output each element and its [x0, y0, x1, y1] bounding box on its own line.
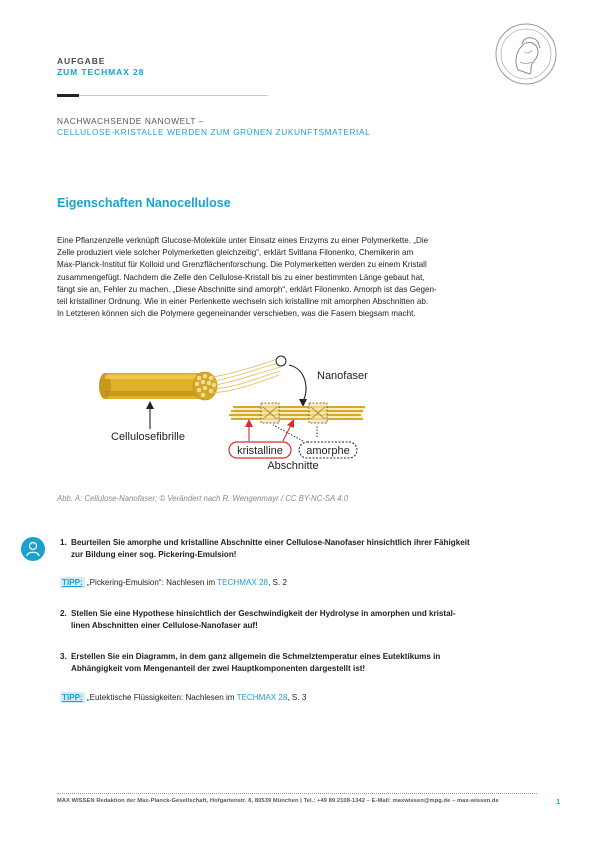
paragraph-line: teil kristalliner Ordnung. Wie in einer Perlenkette wechseln sich kristalline mit amorphen Abschnitten ab.	[57, 297, 429, 307]
tip-line	[60, 693, 306, 702]
header-kicker	[57, 56, 144, 78]
tip-text: „Eutektische Flüssigkeiten: Nachlesen im	[84, 693, 237, 702]
task-line: Beurteilen Sie amorphe und kristalline Abschnitte einer Cellulose-Nanofaser hinsichtlich ihrer Fähigkeit	[71, 538, 470, 547]
cellulose-fibril-illustration	[99, 356, 286, 400]
paragraph-line: zusammengefügt. Nachdem die Zelle den Cellulose-Kristall bis zu einer bestimmten Länge gebaut hat,	[57, 272, 425, 282]
paragraph-line: In Letzteren können sich die Polymere gegeneinander verschieben, was die Fasern biegsam macht.	[57, 309, 416, 319]
tip-suffix: , S. 2	[268, 578, 287, 587]
minerva-seal-icon	[494, 22, 558, 86]
footer-imprint: MAX WISSEN Redaktion der Max-Planck-Gesellschaft, Hofgartenstr. 8, 80539 München | Tel.: +49 89 2108-1342 – E-Mail: maxwissen@mpg.de – max-wissen.de	[57, 798, 499, 804]
task-number: 1.	[60, 538, 67, 547]
techmax-link[interactable]: TECHMAX 28	[217, 578, 269, 587]
tip-line	[60, 578, 287, 587]
paragraph-line: Max-Planck-Institut für Kolloid und Grenzflächenforschung. Die Polymerketten werden zu einem Kristall	[57, 260, 427, 270]
tip-tag: TIPP:	[62, 578, 83, 587]
footer-divider	[57, 793, 537, 794]
subtitle-line-2: CELLULOSE-KRISTALLE WERDEN ZUM GRÜNEN ZUKUNFTSMATERIAL	[57, 127, 371, 137]
nanofiber-figure	[95, 345, 375, 475]
label-amorphe: amorphe	[306, 445, 350, 457]
label-cellulosefibrille: Cellulosefibrille	[111, 431, 185, 443]
paragraph-line: Eine Pflanzenzelle verknüpft Glucose-Moleküle unter Einsatz eines Enzyms zu einer Polymerkette. „Die	[57, 236, 429, 245]
task-line: Erstellen Sie ein Diagramm, in dem ganz allgemein die Schmelztemperatur eines Eutektikums in	[71, 652, 441, 661]
kicker-line-1: AUFGABE	[57, 56, 106, 66]
paragraph-line: fängt sie an, Fehler zu machen. „Diese Abschnitte sind amorph“, erklärt Filonenko. Amorph ist das Gegen-	[57, 284, 437, 294]
task-text	[71, 651, 511, 676]
topic-subtitle	[57, 116, 370, 138]
header-divider	[57, 95, 268, 96]
task-number: 3.	[60, 652, 67, 661]
tip-suffix: , S. 3	[287, 693, 307, 702]
task-line: Abhängigkeit vom Mengenanteil der zwei Hauptkomponenten dargestellt ist!	[71, 664, 366, 674]
label-kristalline: kristalline	[237, 445, 283, 457]
figure-caption: Abb. A: Cellulose-Nanofaser; © Verändert nach R. Wengenmayr / CC BY-NC-SA 4.0	[57, 494, 349, 503]
person-icon	[21, 537, 45, 561]
label-nanofaser: Nanofaser	[317, 370, 368, 382]
section-heading: Eigenschaften Nanocellulose	[57, 196, 231, 210]
header-divider-accent	[57, 94, 79, 97]
section-paragraph	[57, 235, 507, 320]
task-number: 2.	[60, 609, 67, 618]
paragraph-line: Zelle produziert viele solcher Polymerketten gleichzeitig“, erklärt Svitlana Filonenko, Chemikerin am	[57, 248, 414, 258]
task-text	[71, 608, 511, 633]
tip-text: „Pickering-Emulsion“: Nachlesen im	[84, 578, 218, 587]
task-line: Stellen Sie eine Hypothese hinsichtlich der Geschwindigkeit der Hydrolyse in amorphen und kristal-	[71, 609, 456, 618]
subtitle-line-1: NACHWACHSENDE NANOWELT –	[57, 116, 205, 126]
page-number: 1	[556, 797, 561, 806]
task-line: linen Abschnitten einer Cellulose-Nanofaser auf!	[71, 621, 258, 631]
tip-tag: TIPP:	[62, 693, 83, 702]
techmax-link[interactable]: TECHMAX 28	[236, 693, 288, 702]
task-text	[71, 537, 511, 562]
label-abschnitte: Abschnitte	[267, 460, 319, 472]
kicker-line-2: ZUM TECHMAX 28	[57, 67, 145, 77]
task-line: zur Bildung einer sog. Pickering-Emulsion!	[71, 550, 237, 560]
